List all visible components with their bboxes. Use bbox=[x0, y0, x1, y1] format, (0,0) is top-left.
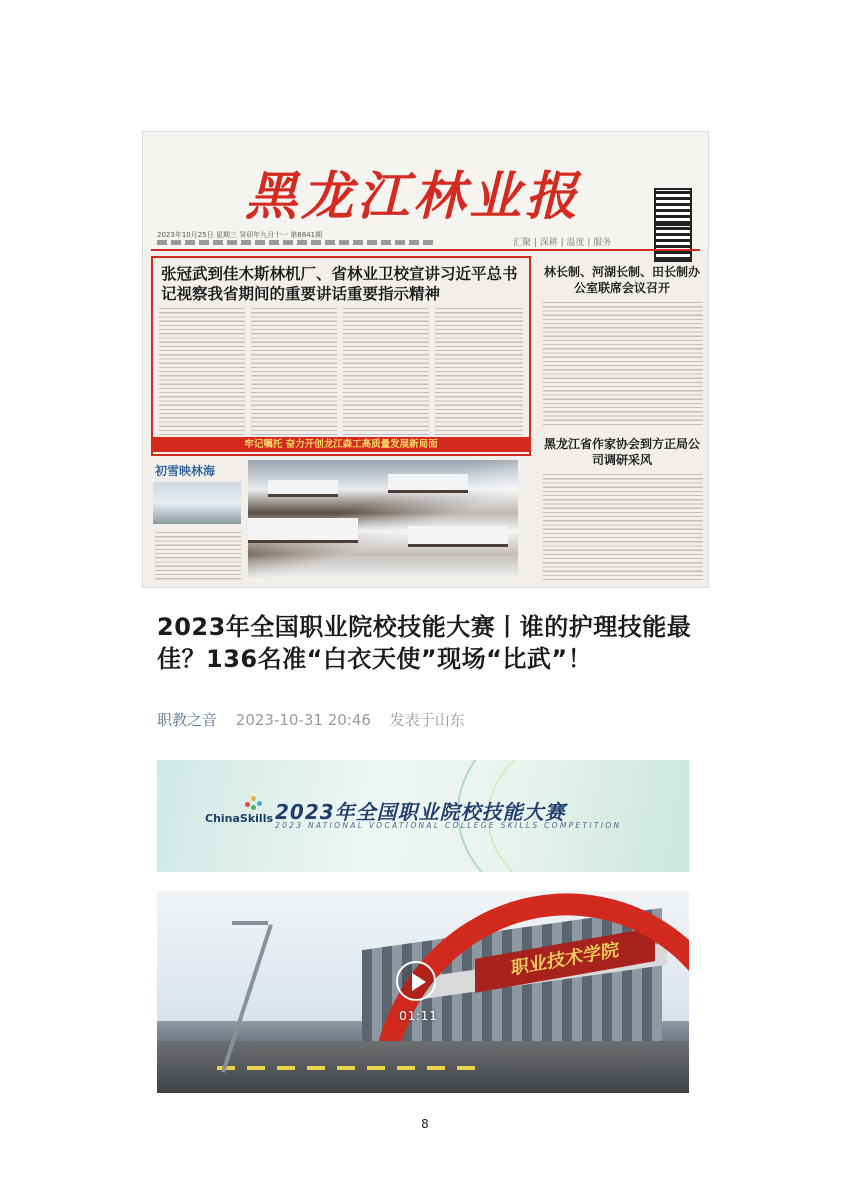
play-icon[interactable] bbox=[396, 961, 436, 1001]
lead-article-box bbox=[151, 256, 531, 456]
snow-village-photo bbox=[248, 460, 518, 578]
snowy-roof bbox=[268, 480, 338, 497]
photo-caption-text bbox=[155, 532, 241, 580]
campus-sign: 职业技术学院 bbox=[475, 927, 655, 993]
masthead-divider bbox=[151, 249, 700, 251]
qr-code-icon bbox=[654, 224, 692, 262]
snow-photo-small bbox=[153, 482, 241, 524]
lead-headline: 张冠武到佳木斯林机厂、省林业卫校宣讲习近平总书记视察我省期间的重要讲话重要指示精神 bbox=[161, 265, 518, 303]
newspaper-image bbox=[142, 131, 709, 588]
snowy-roof bbox=[388, 474, 468, 493]
video-duration: 01:11 bbox=[399, 1008, 438, 1023]
publish-location: 发表于山东 bbox=[389, 711, 465, 729]
newspaper-masthead bbox=[143, 132, 708, 250]
masthead-title: 黑龙江林业报 bbox=[245, 166, 582, 227]
article-body-text bbox=[251, 308, 337, 436]
side-headline-1: 林长制、河湖长制、田长制办公室联席会议召开 bbox=[543, 265, 700, 295]
article-body-text bbox=[343, 308, 429, 436]
chinaskills-logo-icon bbox=[245, 796, 265, 812]
chinaskills-logo-text: ChinaSkills bbox=[205, 812, 274, 825]
article-body-text bbox=[159, 308, 245, 436]
snowy-roof bbox=[408, 526, 508, 547]
newspaper-dateline: 2023年10月25日 星期三 癸卯年九月十一 第6841期 bbox=[157, 231, 323, 239]
snowy-roof bbox=[248, 518, 358, 543]
article-title: 2023年全国职业院校技能大赛丨谁的护理技能最佳？136名准“白衣天使”现场“比武”！ bbox=[157, 613, 692, 673]
article-body-text bbox=[435, 308, 523, 436]
banner-subtitle: 2023 NATIONAL VOCATIONAL COLLEGE SKILLS COMPETITION bbox=[275, 821, 622, 830]
article-meta bbox=[157, 709, 479, 730]
publish-datetime: 2023-10-31 20:46 bbox=[235, 711, 371, 729]
side-headline-2: 黑龙江省作家协会到方正局公司调研采风 bbox=[543, 437, 700, 467]
road-markings bbox=[217, 1066, 477, 1070]
qr-code-icon bbox=[654, 188, 692, 226]
author-link[interactable]: 职教之音 bbox=[157, 711, 218, 729]
video-player[interactable] bbox=[157, 891, 689, 1093]
photo-title: 初雪映林海 bbox=[155, 464, 216, 478]
side-article-text bbox=[543, 302, 703, 427]
newspaper-sections: 汇聚 | 深耕 | 温度 | 服务 bbox=[513, 238, 612, 248]
banner-title: 2023年全国职业院校技能大赛 bbox=[275, 800, 566, 824]
street-lamp-head bbox=[232, 921, 268, 925]
dateline-text-strip bbox=[157, 240, 437, 245]
page-number: 8 bbox=[421, 1117, 429, 1131]
competition-banner bbox=[157, 760, 689, 872]
side-article-text bbox=[543, 474, 703, 582]
newspaper-slogan: 牢记嘱托 奋力开创龙江森工高质量发展新局面 bbox=[151, 437, 531, 452]
